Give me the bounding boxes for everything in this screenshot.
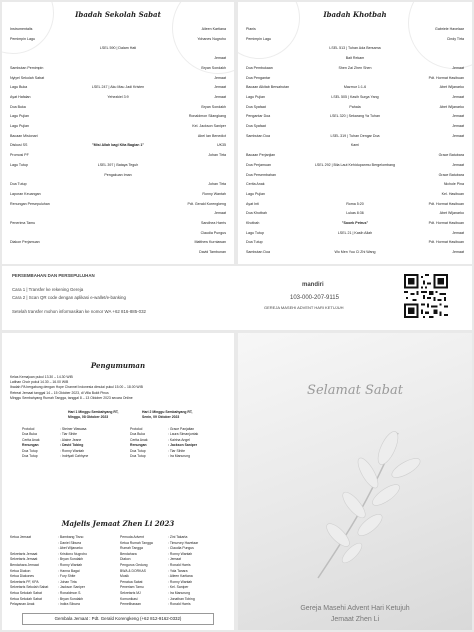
duty-role: Doa Buka (130, 432, 145, 437)
council-title: Majelis Jemaat Zhen Li 2023 (61, 519, 175, 528)
program-row (2, 191, 234, 197)
duty-person: : Steiner Wawasa (60, 427, 87, 431)
duty-role: Doa Tutup (22, 454, 38, 458)
council-role: Sekretaris PF, KPA (10, 579, 39, 584)
duty-role: Renungan (22, 443, 39, 448)
row-detail: LSEL 397 | Bataya Teguh (97, 162, 139, 167)
council-member: : Ira Manurung (168, 591, 191, 595)
program-row (238, 152, 472, 158)
council-member: : Kel. Saniper (168, 585, 189, 590)
row-person: Claudia Pungus (200, 230, 226, 235)
qr-code-icon (404, 274, 448, 318)
program-row (238, 249, 472, 255)
program-row (238, 162, 472, 168)
row-role: Doa Syafaat (246, 104, 266, 109)
day1-heading: Hari 1 Minggu Sembahyang RT, (68, 410, 119, 414)
row-role: Sambutan Doa (246, 250, 270, 255)
row-detail: LSEL 513 | Tuhan Ada Bersama (329, 46, 381, 51)
row-role: Bacaan Perjanjian (246, 153, 276, 158)
row-role: Doa Tutup (246, 240, 263, 245)
program-row (238, 201, 472, 207)
row-person: Gabriele Havelaar (435, 27, 464, 31)
bank-logo: mandiri (302, 282, 324, 288)
duty-person: : Jackson Saniper (168, 443, 198, 448)
row-role: Nyiyel Sekolah Sabat (10, 75, 45, 80)
council-member: : Claudia Pungus (168, 546, 194, 551)
cover-panel (238, 333, 472, 630)
row-detail: LSEL 292 | Bila Laut Kehidupanmu Bergelombang (314, 162, 396, 167)
council-member: : Aileen Kartiana (168, 574, 193, 579)
council-member: : Ronny Wantah (168, 579, 193, 584)
sermon-service-panel (238, 2, 472, 264)
row-person: Abet Wijanarko (439, 211, 464, 216)
program-row (2, 123, 234, 129)
row-role: Lagu Pujian (10, 124, 29, 128)
duty-person: : Indriyati Cahhyne (60, 454, 89, 458)
duty-role: Protokol (22, 427, 35, 431)
program-row (238, 36, 472, 42)
duty-person: : Tiar Sihite (60, 432, 77, 437)
program-row (238, 133, 472, 139)
program-row (2, 172, 234, 178)
council-member: : Ronald Harris (168, 563, 191, 567)
council-member: : Zini Takarta (168, 535, 188, 539)
program-row (238, 210, 472, 216)
program-row (2, 65, 234, 71)
program-row (2, 210, 234, 216)
program-row (238, 94, 472, 100)
council-member: : Ronald Harris (168, 602, 191, 607)
row-person: Grace Batubara (438, 172, 464, 177)
council-role: Pemuda Advent (120, 535, 144, 539)
donation-confirm: Setelah transfer mohon informasikan ke nomor WA +62 816-885-032 (12, 309, 146, 314)
announcement-item: Latihan Choir pukul 14.30 – 16.00 WIB (10, 380, 69, 385)
council-role: Pengurus Gedung (120, 563, 148, 567)
row-person: Pdt. Hormat Hasibuan (428, 221, 464, 225)
row-person: Cindy Tirta (446, 36, 464, 41)
program-row (238, 104, 472, 110)
row-person: Johan Tirta (208, 153, 226, 158)
row-person: Kel. Jackson Saniper (192, 124, 226, 128)
council-member: : Hanna Bagai (58, 568, 80, 573)
row-role: Doa Syafaat (246, 124, 266, 128)
council-member: : Ronny Wantah (58, 563, 83, 567)
row-detail: Pengakuan Iman (104, 172, 132, 177)
program-row (238, 123, 472, 129)
duty-role: Renungan (130, 443, 147, 448)
row-role: Doa Persembahan (246, 172, 276, 177)
council-member: : Kristiono Nugroho (58, 551, 88, 556)
program-row (2, 55, 234, 61)
row-person: Bryan Sondakh (201, 65, 226, 70)
duty-person: : Grace Panjaitan (168, 427, 195, 431)
row-person: Ronaldmon Silangkang (188, 114, 226, 119)
row-role: Lagu Tutup (246, 230, 264, 235)
row-role: Lagu Pujian (246, 191, 265, 196)
row-role: Pianis (246, 27, 256, 31)
program-row (2, 152, 234, 158)
council-role: Penatua Sabat (120, 579, 143, 584)
row-role: Bacaan Misionari (10, 133, 38, 138)
row-person: Jemaat (452, 65, 464, 70)
announcement-item: Kelas Kemajuan pukul 13.30 – 14.30 WIB (10, 375, 73, 379)
row-person: Pdt. Hormat Hasibuan (428, 75, 464, 80)
announcement-item: Ibadah PA bergabung dengan Hope Channel Indonesia dimulai pukul 15.00 – 18.00 WIB (10, 385, 143, 390)
row-role: Ayat Inti (246, 201, 259, 206)
council-role: Ketua Rumah Tangga (120, 540, 153, 545)
program-row (238, 75, 472, 81)
row-detail: LSEL 247 | Aku Mau Jadi Kristen (91, 85, 145, 90)
council-member: : Yola Tanara (168, 568, 188, 573)
council-role: Pemeliharaan (120, 602, 141, 607)
day1-date: Minggu, 08 Oktober 2023 (68, 415, 109, 419)
duty-person: : Ira Manurung (168, 454, 191, 458)
program-row (238, 26, 472, 32)
row-person: Abel Ian Benedict (197, 133, 226, 138)
row-person: David Tambunan (199, 250, 226, 255)
row-person: Ronny Wantah (202, 191, 226, 196)
program-row (238, 113, 472, 119)
congregation-name: Jemaat Zhen Li (330, 616, 380, 623)
row-role: Lagu Tutup (10, 162, 28, 167)
council-role: Ketua Jemaat (10, 535, 31, 539)
row-detail: "Misi Allah bagi Kita Bagian 1" (91, 143, 145, 148)
council-member: : Johan Tirta (58, 579, 77, 584)
row-person: Jemaat (214, 75, 226, 80)
row-person: Matthew Kurniawan (194, 240, 226, 245)
duty-person: : Laura Simanjuntak (168, 432, 199, 437)
program-row (238, 65, 472, 71)
council-role: Ketua Sekolah Sabat (10, 591, 42, 595)
row-role: Laporan Keuangan (10, 191, 41, 196)
council-role: Bendahara (120, 551, 137, 556)
row-role: Pemimpin Lagu (10, 36, 35, 41)
row-role: Doa Pengantar (246, 75, 271, 80)
duty-person: : Alaine Jeane (60, 437, 82, 442)
row-detail: Shen Zai Zhen Shen (338, 65, 372, 70)
row-role: Lagu Pujian (246, 94, 265, 99)
program-row (238, 84, 472, 90)
row-person: Jemaat (452, 94, 464, 99)
row-role: Sambutan Pemimpin (10, 65, 44, 70)
row-role: Instrumentalis (10, 27, 33, 31)
row-detail: "Sooek Petrus" (341, 221, 369, 225)
council-member: : Jemaat (168, 557, 182, 562)
announcement-item: Minggu Sembahyang Rumah Tangga, tanggal 8 – 13 Oktober 2023 secara Online (10, 395, 133, 400)
row-role: Cerita Anak (246, 182, 265, 187)
row-person: Yohanes Nugroho (197, 36, 226, 41)
cover-title: Selamat Sabat (307, 383, 403, 398)
council-member: : Abet Wijanarko (58, 546, 83, 551)
row-detail: Bait Rekam (345, 56, 365, 61)
council-role: BWA & DORKAS (120, 568, 146, 573)
donation-heading: PERSEMBAHAN DAN PERSEPULUHAN (12, 273, 95, 278)
row-role: Pemimpin Lagu (246, 36, 271, 41)
program-row (238, 239, 472, 245)
program-row (2, 181, 234, 187)
program-row (2, 230, 234, 236)
row-person: Abet Wijanarko (439, 104, 464, 109)
row-role: Promosi PF (10, 153, 29, 158)
row-role: Ayat Hafalan (10, 94, 31, 99)
sermon-service-title: Ibadah Khotbah (323, 10, 387, 19)
council-member: : Jonathan Tobing (168, 596, 195, 601)
program-row (2, 249, 234, 255)
program-row (2, 239, 234, 245)
row-person: Johan Tirta (208, 182, 226, 187)
program-row (238, 172, 472, 178)
announcement-title: Pengumuman (90, 361, 146, 370)
donation-panel (2, 266, 472, 330)
program-row (2, 133, 234, 139)
row-role: Diskusi SS (10, 143, 28, 148)
duty-role: Doa Tutup (130, 448, 146, 453)
council-role: Pelayanan Anak (10, 602, 35, 607)
row-role: Renungan Persepuluhan (10, 201, 50, 206)
program-row (2, 94, 234, 100)
program-row (238, 230, 472, 236)
row-detail: Lukas 8:36 (346, 211, 364, 216)
row-role: Doa Pembukaan (246, 65, 273, 70)
row-person: Jemaat (452, 250, 464, 255)
duty-person: : David Tobing (60, 443, 84, 448)
program-row (238, 55, 472, 61)
row-person: UK35 (217, 143, 226, 148)
row-person: Grace Batubara (438, 153, 464, 158)
row-person: Aileen Kartiana (201, 27, 226, 31)
account-number: 103-000-207-9115 (290, 295, 339, 301)
row-role: Doa Tutup (10, 182, 27, 187)
row-detail: Wo Men Yuu Ci Zhi Wang (334, 250, 376, 255)
program-row (238, 191, 472, 197)
account-name: GEREJA MASEHI ADVENT HARI KETUJUH (264, 305, 344, 310)
duty-role: Doa Tutup (130, 454, 146, 458)
row-detail: Yehezkiel 3:9 (107, 94, 129, 99)
duty-role: Cerita Anak (130, 437, 148, 442)
row-person: Jemaat (452, 133, 464, 138)
row-person: Pdt. Hormat Hasibuan (428, 201, 464, 206)
council-role: Diakon (120, 557, 131, 562)
program-row (238, 45, 472, 51)
row-role: Diakon Perjamuan (10, 240, 40, 245)
council-role: Peneriam Tamu (120, 585, 144, 590)
donation-way-1: Cara 1 | Transfer ke rekening Gereja (12, 287, 84, 292)
council-member: : Bryan Sondakh (58, 557, 84, 562)
row-role: Doa Khotbah (246, 211, 267, 216)
row-person: Bryan Sondakh (201, 104, 226, 109)
announcement-item: Retreat Jemaat tanggal 14 – 15 Oktober 2023, di Villa Bukit Pinus (10, 390, 109, 395)
council-member: : Bryan Sondakh (58, 596, 84, 601)
row-role: Doa Buka (10, 104, 26, 109)
row-person: Jemaat (452, 124, 464, 128)
donation-way-2: Cara 2 | Scan QR code dengan aplikasi e-wallet/e-banking (12, 295, 126, 300)
row-person: Jemaat (214, 211, 226, 216)
duty-role: Protokol (130, 427, 143, 431)
council-role: Sekretaris Jemaat (10, 557, 38, 562)
row-person: Jemaat (452, 114, 464, 119)
program-row (2, 104, 234, 110)
row-detail: Kami (350, 143, 360, 148)
row-person: Kel. Hasibuan (441, 191, 464, 196)
row-person: Jemaat (452, 162, 464, 167)
row-detail: LSEL 320 | Sekarang Ya Tuhan (329, 114, 381, 119)
row-person: Jemaat (214, 85, 226, 90)
row-detail: Pahala (349, 104, 361, 109)
row-person: Nichole Pina (443, 182, 464, 187)
row-detail: LSEL 319 | Tuhan Dengar Doa (330, 133, 380, 138)
row-person: Jemaat (452, 230, 464, 235)
row-role: Khotbah (246, 221, 260, 225)
program-row (2, 142, 234, 148)
day2-heading: Hari 2 Minggu Sembahyang RT, (142, 410, 193, 414)
council-role: Bendahara Jemaat (10, 563, 39, 567)
pastor-contact: Gembala Jemaat : Pdt. Gerald Korengkeng (+62 812-9162-0332) (22, 613, 214, 625)
program-row (2, 201, 234, 207)
sabbath-school-panel (2, 2, 234, 264)
duty-role: Doa Buka (22, 432, 37, 437)
church-name: Gereja Masehi Advent Hari Ketujuh (300, 605, 410, 612)
council-member: : Jackson Saniper (58, 585, 85, 590)
program-row (2, 220, 234, 226)
row-role: Doa Perjamuan (246, 162, 271, 167)
row-person: Jemaat (214, 56, 226, 61)
duty-person: : Ronny Wantah (60, 448, 85, 453)
council-member: : Timurvey Havelaar (168, 540, 199, 545)
council-member: : Ronaldmon S. (58, 591, 82, 595)
row-person: Pdt. Gerald Korengkeng (187, 201, 226, 206)
row-person: Abet Wijanarko (439, 85, 464, 90)
council-role: Rumah Tangga (120, 546, 143, 551)
row-role: Lagu Buka (10, 85, 28, 90)
council-role: Ketua Diakones (10, 574, 34, 579)
row-detail: LSEL 21 | Kasih Allah (337, 230, 373, 235)
program-row (238, 142, 472, 148)
council-role: Musik (120, 574, 129, 579)
program-row (2, 113, 234, 119)
row-role: Lagu Pujian (10, 114, 29, 119)
council-member: : Ronny Wantah (168, 551, 193, 556)
council-role: Ketua Sekolah Sabat (10, 596, 42, 601)
council-role: Sekretaris Sekolah Sabat (10, 585, 49, 590)
council-member: : Bambang Tisno (58, 535, 84, 539)
announcement-panel (2, 333, 234, 630)
row-role: Pengantar Doa (246, 114, 271, 119)
duty-person: : Kairina Angel (168, 437, 190, 442)
row-person: Jemaat (214, 94, 226, 99)
duty-role: Cerita Anak (22, 437, 40, 442)
leaf-branch-icon (288, 413, 438, 583)
duty-role: Doa Tutup (22, 448, 38, 453)
sabbath-school-title: Ibadah Sekolah Sabat (75, 10, 161, 19)
day2-date: Senin, 09 Oktober 2023 (142, 415, 180, 419)
row-detail: Mazmur 1:1-6 (343, 85, 367, 90)
row-person: Sandhea Harris (201, 221, 226, 225)
council-role: Ketua Diakon (10, 568, 31, 573)
council-member: : Fury Shite (58, 574, 76, 579)
council-member: : Daniel Sibuea (58, 540, 81, 545)
council-role: Sekretaris MJ (120, 591, 141, 595)
duty-person: : Tiar Sihite (168, 448, 185, 453)
row-detail: Roma 5:20 (346, 201, 364, 206)
row-detail: LSEL 590 | Dalam Hati (99, 46, 137, 51)
row-role: Bacaan Alkitab Bersahutan (246, 85, 290, 90)
council-role: Sekretaris Jemaat (10, 551, 38, 556)
council-member: : Indira Sibuea (58, 602, 80, 607)
row-person: Pdt. Hormat Hasibuan (428, 240, 464, 245)
program-row (2, 36, 234, 42)
row-role: Penerima Tamu (10, 221, 36, 225)
council-role: Komunikasi (120, 596, 138, 601)
row-detail: LSEL 505 | Kasih Surga Yang (331, 94, 379, 99)
program-row (2, 84, 234, 90)
program-row (238, 220, 472, 226)
program-row (2, 26, 234, 32)
program-row (238, 181, 472, 187)
row-role: Sambutan Doa (246, 133, 270, 138)
program-row (2, 45, 234, 51)
program-row (2, 162, 234, 168)
program-row (2, 75, 234, 81)
